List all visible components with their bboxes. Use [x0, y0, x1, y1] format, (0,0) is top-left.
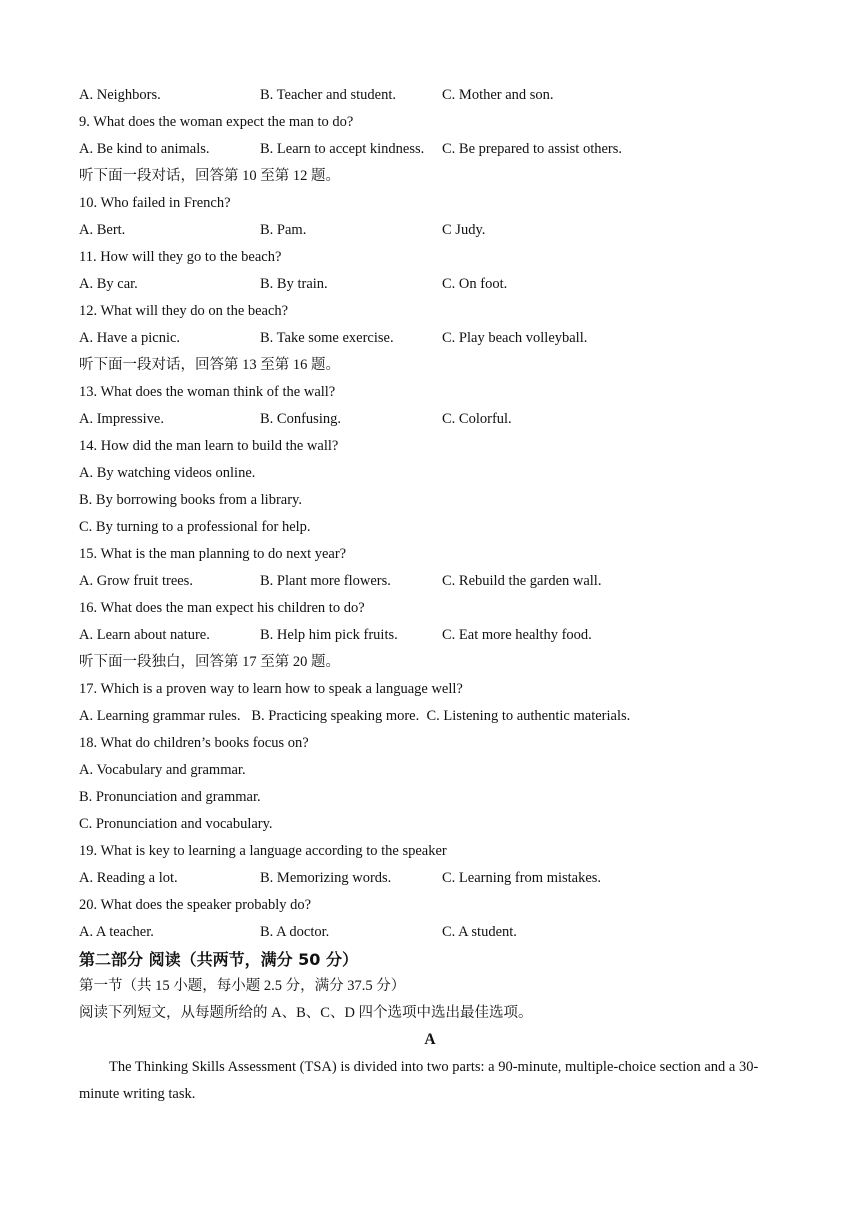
option-a: A. Bert. — [79, 222, 126, 238]
question-17: 17. Which is a proven way to learn how to speak a language well? — [79, 681, 463, 697]
option-b: B. By train. — [260, 276, 328, 292]
option-b: B. Teacher and student. — [260, 87, 397, 103]
option-b: B. By borrowing books from a library. — [79, 492, 302, 508]
option-a: A. By watching videos online. — [79, 465, 256, 481]
option-a: A. Be kind to animals. — [79, 141, 210, 157]
question-13: 13. What does the woman think of the wall? — [79, 384, 336, 400]
option-b: B. Help him pick fruits. — [260, 627, 398, 643]
option-c: C. Colorful. — [442, 411, 512, 427]
option-b: B. Pronunciation and grammar. — [79, 789, 261, 805]
answer-options-row: A. Learning grammar rules. B. Practicing speaking more. C. Listening to authentic materials. — [79, 708, 631, 724]
question-11: 11. How will they go to the beach? — [79, 249, 282, 265]
option-b: B. A doctor. — [260, 924, 330, 940]
option-b: B. Memorizing words. — [260, 870, 392, 886]
option-a: A. Learn about nature. — [79, 627, 210, 643]
option-a: A. Impressive. — [79, 411, 164, 427]
question-15: 15. What is the man planning to do next year? — [79, 546, 347, 562]
listening-instruction: 听下面一段对话，回答第 13 至第 16 题。 — [79, 357, 340, 373]
option-b: B. Confusing. — [260, 411, 341, 427]
option-c: C. By turning to a professional for help. — [79, 519, 311, 535]
option-b: B. Take some exercise. — [260, 330, 394, 346]
question-20: 20. What does the speaker probably do? — [79, 897, 312, 913]
passage-label: A — [424, 1031, 436, 1048]
option-a: A. Have a picnic. — [79, 330, 181, 346]
option-b: B. Plant more flowers. — [260, 573, 391, 589]
option-c: C. A student. — [442, 924, 517, 940]
option-a: A. A teacher. — [79, 924, 154, 940]
passage-paragraph: The Thinking Skills Assessment (TSA) is divided into two parts: a 90-minute, multiple-choice section and a 30-minute writing task. — [79, 1059, 759, 1102]
option-a: A. Grow fruit trees. — [79, 573, 193, 589]
option-c: C. Mother and son. — [442, 87, 554, 103]
option-a: A. Neighbors. — [79, 87, 161, 103]
option-b: B. Learn to accept kindness. — [260, 141, 425, 157]
option-c: C. Play beach volleyball. — [442, 330, 588, 346]
option-c: C. Rebuild the garden wall. — [442, 573, 602, 589]
option-a: A. Vocabulary and grammar. — [79, 762, 246, 778]
question-18: 18. What do children’s books focus on? — [79, 735, 309, 751]
option-a: A. By car. — [79, 276, 138, 292]
option-c: C. Eat more healthy food. — [442, 627, 592, 643]
question-10: 10. Who failed in French? — [79, 195, 231, 211]
option-a: A. Reading a lot. — [79, 870, 178, 886]
option-c: C. On foot. — [442, 276, 508, 292]
option-b: B. Pam. — [260, 222, 307, 238]
listening-instruction: 听下面一段独白，回答第 17 至第 20 题。 — [79, 654, 340, 670]
section-heading: 第二部分 阅读（共两节，满分 50 分） — [79, 950, 358, 969]
reading-instruction: 阅读下列短文，从每题所给的 A、B、C、D 四个选项中选出最佳选项。 — [79, 1005, 533, 1021]
option-c: C. Learning from mistakes. — [442, 870, 602, 886]
subsection-heading: 第一节（共 15 小题，每小题 2.5 分，满分 37.5 分） — [79, 978, 406, 994]
option-c: C Judy. — [442, 222, 486, 238]
option-c: C. Be prepared to assist others. — [442, 141, 623, 157]
question-19: 19. What is key to learning a language according to the speaker — [79, 843, 447, 859]
question-12: 12. What will they do on the beach? — [79, 303, 289, 319]
question-16: 16. What does the man expect his children to do? — [79, 600, 365, 616]
option-c: C. Pronunciation and vocabulary. — [79, 816, 273, 832]
question-14: 14. How did the man learn to build the wall? — [79, 438, 339, 454]
question-9: 9. What does the woman expect the man to do? — [79, 114, 354, 130]
listening-instruction: 听下面一段对话，回答第 10 至第 12 题。 — [79, 168, 340, 184]
